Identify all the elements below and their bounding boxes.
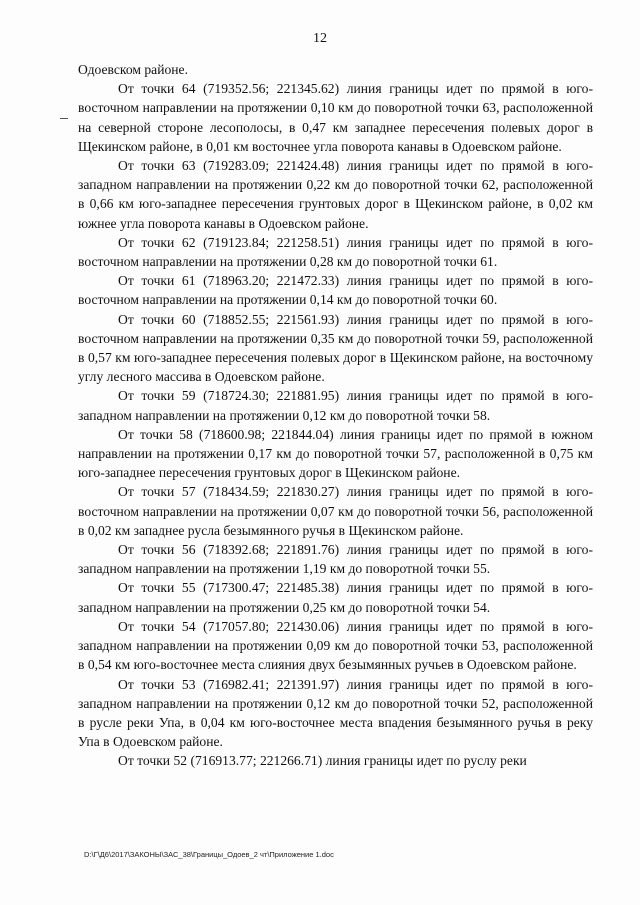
footer-file-path: D:\Г\Д6\2017\ЗАКОНЫ\ЗАС_38\Границы_Одоев_2 чт\Приложение 1.doc [84,850,334,859]
paragraph: Одоевском районе. [78,62,188,77]
paragraph: От точки 64 (719352.56; 221345.62) линия границы идет по прямой в юго-восточном направлении на протяжении 0,10 км до поворотной точки 63, расположенной на северной стороне лесополосы, в 0,47 км западнее пересечения полевых дорог в Щекинском районе, в 0,01 км восточнее угла поворота канавы в Одоевском районе. [78,81,593,154]
paragraph: От точки 57 (718434.59; 221830.27) линия границы идет по прямой в юго-восточном направлении на протяжении 0,07 км до поворотной точки 56, расположенной в 0,02 км западнее русла безымянного ручья в Щекинском районе. [78,484,593,538]
paragraph: От точки 59 (718724.30; 221881.95) линия границы идет по прямой в юго-западном направлении на протяжении 0,12 км до поворотной точки 58. [78,388,593,423]
paragraph: От точки 55 (717300.47; 221485.38) линия границы идет по прямой в юго-западном направлении на протяжении 0,25 км до поворотной точки 54. [78,580,593,615]
paragraph: От точки 54 (717057.80; 221430.06) линия границы идет по прямой в юго-западном направлении на протяжении 0,09 км до поворотной точки 53, расположенной в 0,54 км юго-восточнее места слияния двух безымянных ручьев в Одоевском районе. [78,618,593,673]
margin-mark [60,118,68,119]
document-body [78,60,593,771]
paragraph: От точки 56 (718392.68; 221891.76) линия границы идет по прямой в юго-западном направлении на протяжении 1,19 км до поворотной точки 55. [78,542,593,577]
paragraph: От точки 60 (718852.55; 221561.93) линия границы идет по прямой в юго-восточном направлении на протяжении 0,35 км до поворотной точки 59, расположенной в 0,57 км юго-западнее пересечения полевых дорог в Щекинском районе, на восточному углу лесного массива в Одоевском районе. [78,311,593,385]
paragraph: От точки 63 (719283.09; 221424.48) линия границы идет по прямой в юго-западном направлении на протяжении 0,22 км до поворотной точки 62, расположенной в 0,66 км юго-западнее пересечения грунтовых дорог в Щекинском районе, в 0,02 км южнее угла поворота канавы в Одоевском районе. [78,158,593,231]
paragraph: От точки 62 (719123.84; 221258.51) линия границы идет по прямой в юго-восточном направлении на протяжении 0,28 км до поворотной точки 61. [78,234,593,270]
paragraph: От точки 52 (716913.77; 221266.71) линия границы идет по руслу реки [118,753,527,769]
paragraph: От точки 53 (716982.41; 221391.97) линия границы идет по прямой в юго-западном направлении на протяжении 0,12 км до поворотной точки 52, расположенной в русле реки Упа, в 0,04 км юго-восточнее места впадения безымянного ручья в реку Упа в Одоевском районе. [78,676,593,750]
page-number: 12 [313,31,327,46]
paragraph: От точки 58 (718600.98; 221844.04) линия границы идет по прямой в южном направлении на протяжении 0,17 км до поворотной точки 57, расположенной в 0,75 км юго-западнее пересечения грунтовых дорог в Щекинском районе. [78,426,593,481]
paragraph: От точки 61 (718963.20; 221472.33) линия границы идет по прямой в юго-восточном направлении на протяжении 0,14 км до поворотной точки 60. [78,273,593,308]
